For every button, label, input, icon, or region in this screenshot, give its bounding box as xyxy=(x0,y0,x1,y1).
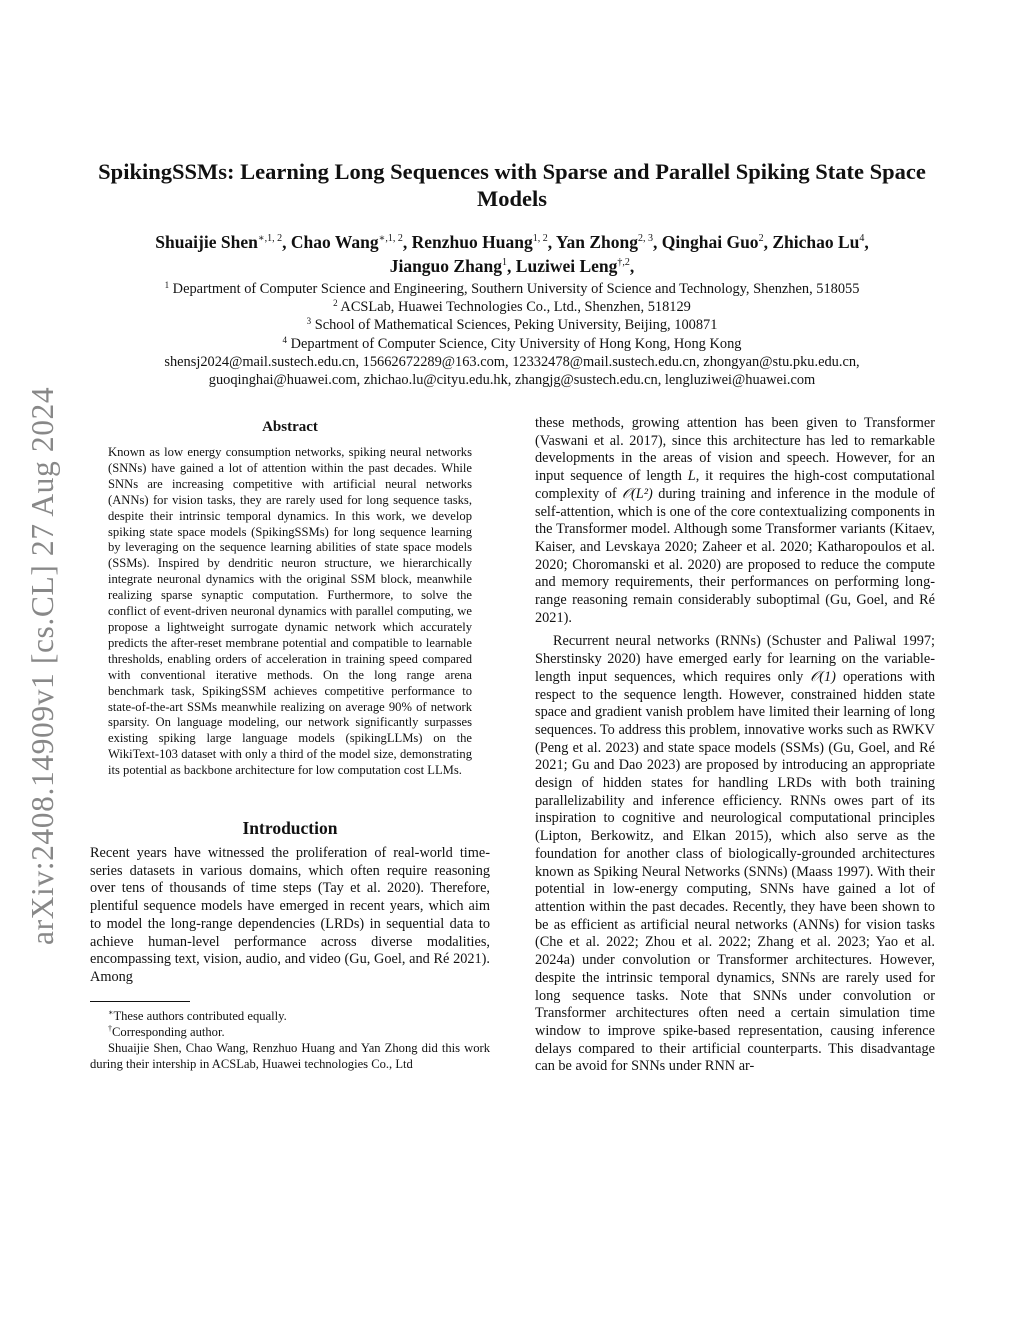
author-name: Luziwei Leng xyxy=(515,256,618,276)
affiliation-text: Department of Computer Science, City University of Hong Kong, Hong Kong xyxy=(290,335,742,352)
author-affil-mark: 1, 2 xyxy=(532,233,548,244)
affiliation-line xyxy=(60,298,964,316)
author-affil-mark: 2 xyxy=(758,233,764,244)
affiliation-line xyxy=(60,316,964,334)
author-separator: , xyxy=(629,256,635,276)
affiliation-text: Department of Computer Science and Engineering, Southern University of Science and Technology, Shenzhen, 518055 xyxy=(172,281,860,297)
abstract-text: Known as low energy consumption networks, spiking neural networks (SNNs) have gained a lot of attention within the past decades. While SNNs are increasing competitive with artificial neural networks (ANNs) for vision tasks, they are rarely used for long sequence tasks, despite their intrinsic temporal dynamics. In this work, we develop spiking state space models (SpikingSSMs) for long sequence learning by leveraging on the sequence learning abilities of state space models (SSMs). Inspired by dendritic neuron structure, we hierarchically integrate neuronal dynamics with the original SSM block, meanwhile realizing sparse synaptic computation. Furthermore, to solve the conflict of event-driven neuronal dynamics with parallel computing, we propose a lightweight surrogate dynamic network which accurately predicts the after-reset membrane potential and compatible to learnable thresholds, enabling orders of acceleration in training speed compared with conventional iterative methods. On the long range arena benchmark task, SpikingSSM achieves competitive performance to state-of-the-art SSMs meanwhile realizing on average 90% of network sparsity. On language modeling, our network significantly surpasses existing spiking large language models (spikingLLMs) on the WikiText-103 dataset with only a third of the model size, demonstrating its potential as backbone architecture for low computation cost LLMs. xyxy=(108,445,472,778)
author-separator: , xyxy=(864,232,869,252)
email-line: guoqinghai@huawei.com, zhichao.lu@cityu.edu.hk, zhangjg@sustech.edu.cn, lengluziwei@huawei.com xyxy=(208,372,816,389)
text-run: , it requires the high-cost computational complexity of xyxy=(535,468,935,502)
introduction-heading: Introduction xyxy=(242,818,338,839)
right-column xyxy=(535,415,935,1076)
footnote-mark: † xyxy=(108,1023,112,1033)
paper-title: SpikingSSMs: Learning Long Sequences with Sparse and Parallel Spiking State Space Models xyxy=(98,159,926,211)
text-run: these methods, growing attention has been given to Transformer (Vaswani et al. 2017), since this architecture has led to remarkable developments in the areas of vision and speech. However, for an input sequence of length xyxy=(535,415,935,485)
math-inline: 𝒪(L²) xyxy=(622,485,653,502)
author-separator: , xyxy=(547,232,556,252)
footnote-divider xyxy=(90,1001,190,1002)
footnote-equal-contribution xyxy=(90,1008,490,1024)
email-line: shensj2024@mail.sustech.edu.cn, 15662672289@163.com, 12332478@mail.sustech.edu.cn, zhongyan@stu.pku.edu.cn, xyxy=(164,353,860,370)
affiliation-text: ACSLab, Huawei Technologies Co., Ltd., Shenzhen, 518129 xyxy=(340,299,691,316)
text-run: operations with respect to the sequence length. However, constrained hidden state space and gradient vanish problem have limited their learning of long sequences. To address this problem, innovative works such as RWKV (Peng et al. 2023) and state space models (SSMs) (Gu, Goel, and Ré 2021; Gu and Dao 2023) are proposed by introducing an appropriate design of hidden states for handling LRDs with both training parallelizability and inference efficiency. RNNs owes part of its inspiration to cognitive and neurological computational principles (Lipton, Berkowitz, and Elkan 2015), which also serve as the foundation for another class of biologically-grounded architectures known as Spiking Neural Networks (SNNs) (Maass 1997). With their potential in low-energy computing, SNNs have gained a lot of attention within the past decades. Recently, they have been shown to be as efficient as artificial neural networks (ANNs) for vision tasks (Che et al. 2022; Zhou et al. 2022; Zhang et al. 2023; Yao et al. 2024a) under convolution or Transformer architectures. However, despite the intrinsic temporal dynamics, SNNs are rarely used for long sequence tasks. Note that SNNs under convolution or Transformer architectures often need a certain simulation time window to improve spike-based representation, causing inference delays compared to their artificial counterparts. This disadvantage can be avoid for SNNs under RNN ar- xyxy=(535,668,935,1075)
author-name: Yan Zhong xyxy=(555,232,639,252)
author-name: Jianguo Zhang xyxy=(389,256,503,276)
author-name: Chao Wang xyxy=(290,232,379,252)
author-affil-mark: 4 xyxy=(859,233,865,244)
arxiv-identifier: arXiv:2408.14909v1 [cs.CL] 27 Aug 2024 xyxy=(25,386,60,945)
affiliation-line xyxy=(60,335,964,353)
affiliation-line xyxy=(60,280,964,298)
author-separator: , xyxy=(763,232,773,252)
author-name: Shuaijie Shen xyxy=(155,232,258,252)
intro-paragraph: Recent years have witnessed the proliferation of real-world time-series datasets in various domains, which often require reasoning over tens of thousands of time steps (Tay et al. 2020). Therefore, plentiful sequence models have emerged in recent years, which aim to model the long-range dependencies (LRDs) in sequential data to achieve human-level performance across diverse modalities, encompassing text, vision, audio, and video (Gu, Goel, and Ré 2021). Among xyxy=(90,845,490,985)
author-name: Renzhuo Huang xyxy=(411,232,533,252)
author-separator: , xyxy=(402,232,412,252)
author-separator: , xyxy=(507,256,516,276)
text-run: Recurrent neural networks (RNNs) (Schuster and Paliwal 1997; Sherstinsky 2020) have emerged early for learning on the variable-length input sequences, which requires only xyxy=(535,633,935,685)
footnote-corresponding xyxy=(90,1024,490,1040)
abstract-heading: Abstract xyxy=(262,419,318,435)
affiliation-number: 2 xyxy=(333,298,338,309)
math-inline: L xyxy=(687,468,696,485)
author-separator: , xyxy=(653,232,662,252)
body-paragraph xyxy=(535,415,935,627)
footnotes xyxy=(90,1008,490,1072)
footnote-text: Corresponding author. xyxy=(112,1024,225,1039)
author-name: Zhichao Lu xyxy=(772,232,860,252)
author-separator: , xyxy=(282,232,291,252)
author-affil-mark: †,2 xyxy=(617,257,630,268)
math-inline: 𝒪(1) xyxy=(810,668,836,685)
affiliation-text: School of Mathematical Sciences, Peking University, Beijing, 100871 xyxy=(314,317,718,334)
author-list xyxy=(70,230,954,278)
affiliation-number: 3 xyxy=(306,316,312,327)
footnote-text: These authors contributed equally. xyxy=(113,1008,287,1023)
affiliation-number: 4 xyxy=(282,334,288,345)
author-affil-mark: ∗,1, 2 xyxy=(257,233,283,244)
author-affil-mark: 2, 3 xyxy=(638,233,654,244)
text-run: during training and inference in the module of self-attention, which is one of the core contextualizing components in the Transformer model. Although some Transformer variants (Kitaev, Kaiser, and Levskaya 2020; Zaheer et al. 2020; Katharopoulos et al. 2020; Choromanski et al. 2020) are proposed to reduce the compute and memory requirements, their performances on performing long-range reasoning remain considerably suboptimal (Gu, Goel, and Ré 2021). xyxy=(535,485,935,626)
left-column xyxy=(90,417,490,1072)
affiliation-number: 1 xyxy=(164,280,170,290)
author-name: Qinghai Guo xyxy=(661,232,759,252)
affiliations xyxy=(60,280,964,389)
author-affil-mark: 1 xyxy=(502,257,508,268)
footnote-internship: Shuaijie Shen, Chao Wang, Renzhuo Huang and Yan Zhong did this work during their intership in ACSLab, Huawei technologies Co., Ltd xyxy=(90,1040,490,1071)
author-affil-mark: ∗,1, 2 xyxy=(378,233,403,244)
body-paragraph xyxy=(535,633,935,1076)
footnote-mark: ∗ xyxy=(108,1007,114,1017)
